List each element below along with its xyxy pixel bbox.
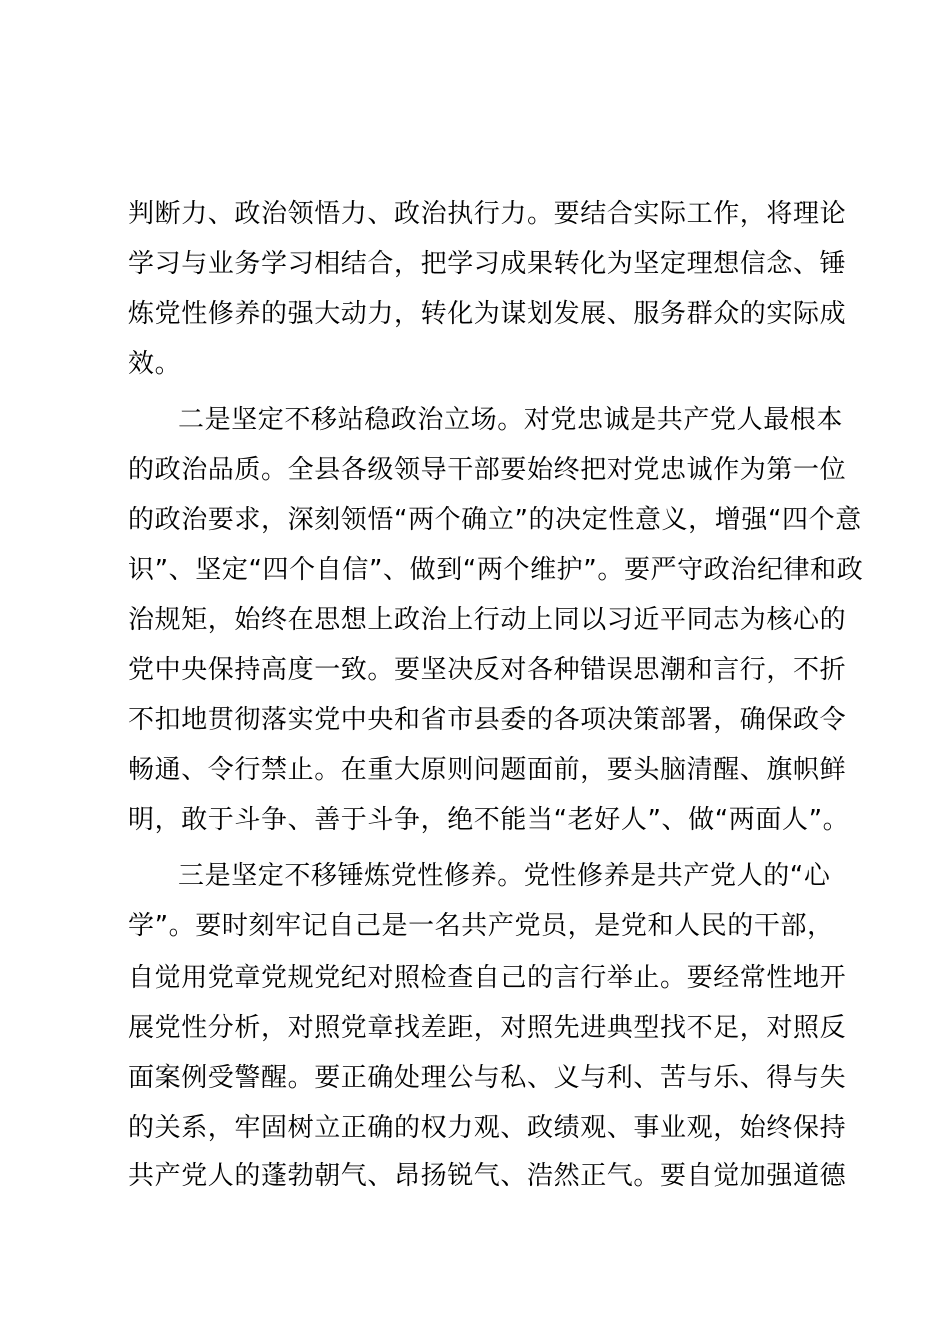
text-line: 自觉用党章党规党纪对照检查自己的言行举止。要经常性地开 bbox=[128, 963, 847, 993]
text-line: 学习与业务学习相结合，把学习成果转化为坚定理想信念、锤 bbox=[128, 249, 847, 279]
text-line: 学”。要时刻牢记自己是一名共产党员，是党和人民的干部， bbox=[128, 911, 834, 941]
paragraph-first-line: 二是坚定不移站稳政治立场。对党忠诚是共产党人最根本 bbox=[178, 405, 844, 435]
text-line: 炼党性修养的强大动力，转化为谋划发展、服务群众的实际成 bbox=[128, 299, 847, 329]
text-line: 判断力、政治领悟力、政治执行力。要结合实际工作，将理论 bbox=[128, 199, 847, 229]
text-line: 展党性分析，对照党章找差距，对照先进典型找不足，对照反 bbox=[128, 1013, 847, 1043]
text-line: 共产党人的蓬勃朝气、昂扬锐气、浩然正气。要自觉加强道德 bbox=[128, 1161, 847, 1191]
text-line: 的政治品质。全县各级领导干部要始终把对党忠诚作为第一位 bbox=[128, 455, 847, 485]
text-line: 的关系，牢固树立正确的权力观、政绩观、事业观，始终保持 bbox=[128, 1113, 847, 1143]
text-line: 治规矩，始终在思想上政治上行动上同以习近平同志为核心的 bbox=[128, 605, 847, 635]
text-line: 不扣地贯彻落实党中央和省市县委的各项决策部署，确保政令 bbox=[128, 705, 847, 735]
text-line: 的政治要求，深刻领悟“两个确立”的决定性意义，增强“四个意 bbox=[128, 505, 862, 535]
text-line: 明，敢于斗争、善于斗争，绝不能当“老好人”、做“两面人”。 bbox=[128, 805, 850, 835]
paragraph-first-line: 三是坚定不移锤炼党性修养。党性修养是共产党人的“心 bbox=[178, 861, 831, 891]
text-line: 识”、坚定“四个自信”、做到“两个维护”。要严守政治纪律和政 bbox=[128, 555, 864, 585]
text-line: 畅通、令行禁止。在重大原则问题面前，要头脑清醒、旗帜鲜 bbox=[128, 755, 847, 785]
text-line: 党中央保持高度一致。要坚决反对各种错误思潮和言行，不折 bbox=[128, 655, 847, 685]
text-line: 效。 bbox=[128, 349, 182, 379]
text-line: 面案例受警醒。要正确处理公与私、义与利、苦与乐、得与失 bbox=[128, 1063, 847, 1093]
